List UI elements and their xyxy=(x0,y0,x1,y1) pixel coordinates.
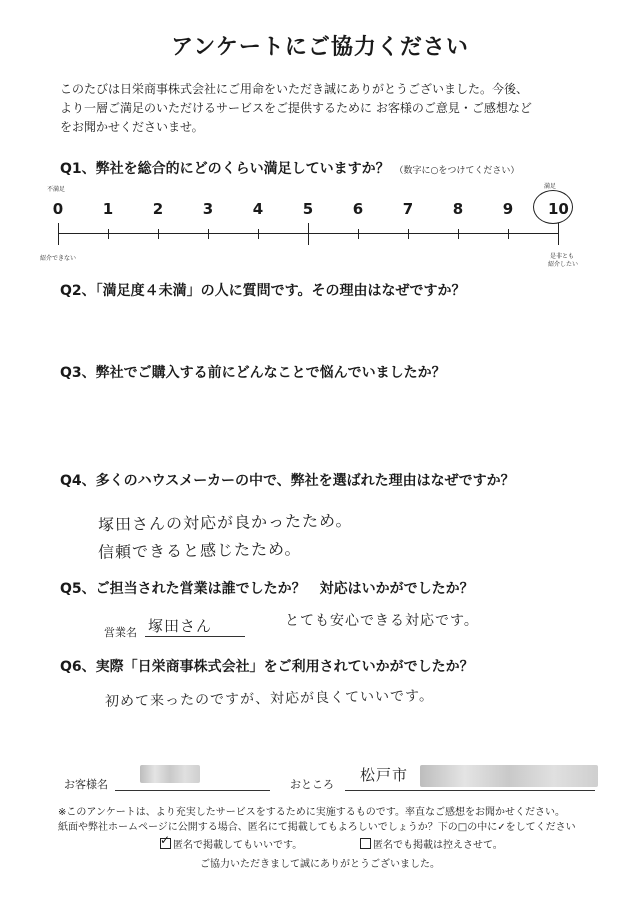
scale-tick xyxy=(458,229,459,239)
scale-number-1[interactable]: 1 xyxy=(102,200,114,218)
scale-tick xyxy=(408,229,409,239)
scale-line xyxy=(58,233,558,234)
option-decline-checkbox[interactable] xyxy=(360,838,371,849)
scale-number-10[interactable]: 10 xyxy=(548,200,569,218)
question-4-answer-line-2: 信頼できると感じたため。 xyxy=(97,539,302,562)
option-anonymous-ok[interactable] xyxy=(160,838,302,853)
footer-note-1: ※このアンケートは、より充実したサービスをするために実施するものです。率直なご感想をお聞かせください。 xyxy=(58,807,565,818)
option-anonymous-ok-label: 匿名で掲載してもいいです。 xyxy=(173,840,303,851)
question-1 xyxy=(60,158,519,178)
scale-tick xyxy=(58,223,59,245)
scale-number-6[interactable]: 6 xyxy=(352,200,364,218)
scale-tick xyxy=(508,229,509,239)
question-5: Q5、ご担当された営業は誰でしたか？ 対応はいかがでしたか？ xyxy=(60,581,474,597)
scale-number-8[interactable]: 8 xyxy=(452,200,464,218)
option-decline-label: 匿名でも掲載は控えさせて。 xyxy=(373,840,503,851)
question-4-answer-line-1: 塚田さんの対応が良かったため。 xyxy=(97,510,353,535)
question-1-text: Q1、弊社を総合的にどのくらい満足していますか？ xyxy=(60,161,390,177)
sales-name-label: 営業名 xyxy=(104,626,137,639)
intro-text xyxy=(60,80,590,137)
scale-number-7[interactable]: 7 xyxy=(402,200,414,218)
question-1-note: （数字に○をつけてください） xyxy=(394,166,520,176)
question-4: Q4、多くのハウスメーカーの中で、弊社を選ばれた理由はなぜですか？ xyxy=(60,473,515,489)
question-6-answer: 初めて来ったのですが、対応が良くていいです。 xyxy=(104,688,435,710)
customer-name-redacted xyxy=(140,765,200,783)
scale-right-caption-1: 是非とも xyxy=(550,253,575,260)
scale-number-5[interactable]: 5 xyxy=(302,200,314,218)
address-label: おところ xyxy=(290,778,334,791)
question-6: Q6、実際「日栄商事株式会社」をご利用されていかがでしたか？ xyxy=(60,659,474,675)
scale-number-2[interactable]: 2 xyxy=(152,200,164,218)
question-3: Q3、弊社でご購入する前にどんなことで悩んでいましたか？ xyxy=(60,365,446,381)
scale-low-label: 不満足 xyxy=(47,186,66,193)
scale-tick xyxy=(208,229,209,239)
scale-high-label: 満足 xyxy=(544,183,557,190)
sales-name-underline xyxy=(145,636,245,637)
scale-number-4[interactable]: 4 xyxy=(252,200,264,218)
customer-name-label: お客様名 xyxy=(64,778,108,791)
scale-tick xyxy=(558,223,559,245)
scale-tick xyxy=(108,229,109,239)
selected-score-circle xyxy=(533,190,573,224)
scale-tick xyxy=(158,229,159,239)
page-title: アンケートにご協力ください xyxy=(171,35,469,60)
scale-tick xyxy=(308,223,309,245)
scale-tick xyxy=(358,229,359,239)
customer-name-underline xyxy=(115,790,270,791)
thanks-message: ご協力いただきまして誠にありがとうございました。 xyxy=(200,859,440,870)
scale-left-caption: 紹介できない xyxy=(40,255,77,262)
scale-number-3[interactable]: 3 xyxy=(202,200,214,218)
sales-name-value: 塚田さん xyxy=(148,617,213,635)
intro-line: より一層ご満足のいただけるサービスをご提供するために お客様のご意見・ご感想など xyxy=(60,101,532,115)
question-2: Q2、「満足度４未満」の人に質問です。その理由はなぜですか？ xyxy=(60,283,466,299)
option-anonymous-ok-checkbox[interactable] xyxy=(160,838,171,849)
intro-line: をお聞かせくださいませ。 xyxy=(60,120,204,134)
scale-number-9[interactable]: 9 xyxy=(502,200,514,218)
address-value: 松戸市 xyxy=(360,766,409,784)
question-5-answer: とても安心できる対応です。 xyxy=(285,613,479,629)
scale-number-0[interactable]: 0 xyxy=(52,200,64,218)
scale-right-caption-2: 紹介したい xyxy=(548,261,579,268)
intro-line: このたびは日栄商事株式会社にご用命をいただき誠にありがとうございました。今後、 xyxy=(60,82,529,96)
scale-tick xyxy=(258,229,259,239)
address-underline xyxy=(345,790,595,791)
address-redacted xyxy=(420,765,598,787)
option-decline[interactable] xyxy=(360,838,503,853)
footer-note-2: 紙面や弊社ホームページに公開する場合、匿名にて掲載してもよろしいでしょうか？下の□の中に✓をしてください xyxy=(58,822,576,833)
